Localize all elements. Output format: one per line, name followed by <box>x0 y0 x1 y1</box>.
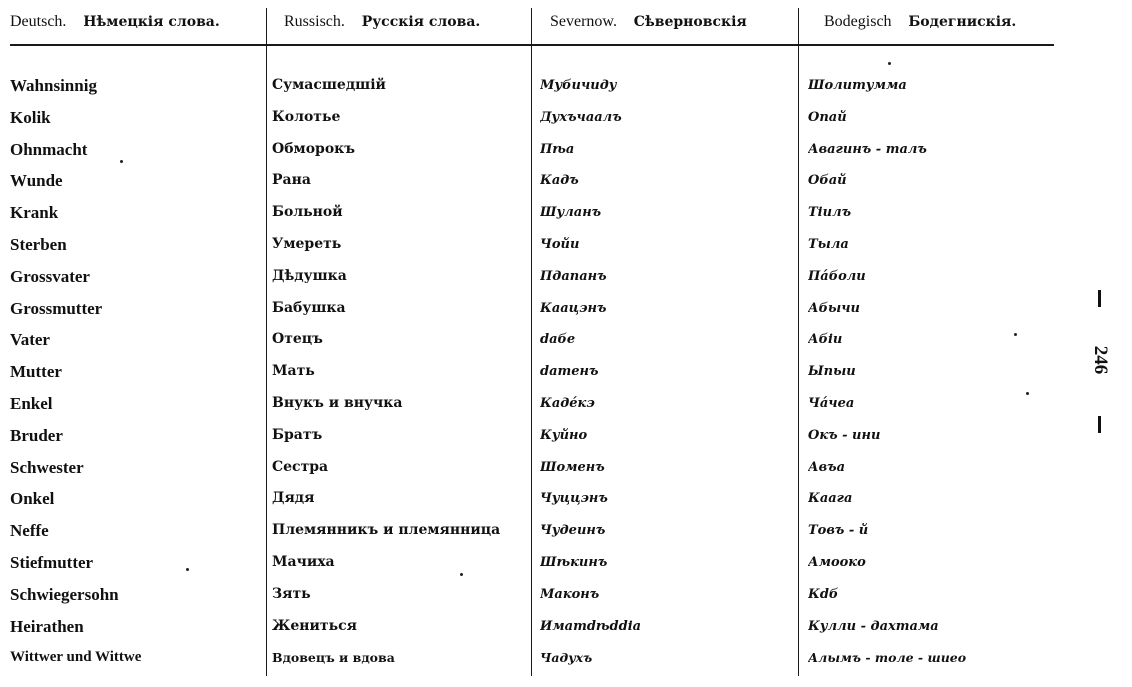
bodegisch-word: Амооко <box>808 554 866 570</box>
severnow-word: Чудеинъ <box>540 523 606 539</box>
german-word: Sterben <box>10 234 67 254</box>
severnow-word: Пѣа <box>540 141 575 157</box>
bodegisch-word: Обай <box>808 173 847 189</box>
russian-word: Внукъ и внучка <box>272 394 403 411</box>
table-row <box>0 611 1060 643</box>
severnow-word: Шоменъ <box>540 459 605 475</box>
bodegisch-word: Пáболи <box>808 268 866 284</box>
bodegisch-word: Кулли - дахтама <box>808 618 939 634</box>
russian-word: Сумасшедшій <box>272 77 386 93</box>
header-cyrillic-russian: Русскія слова. <box>361 14 481 30</box>
bodegisch-word: Абіи <box>808 332 843 348</box>
german-word: Neffe <box>10 521 49 541</box>
severnow-word: Иматdѣddіа <box>540 618 642 634</box>
table-row <box>0 197 1060 229</box>
print-speck <box>888 62 891 65</box>
russian-word: Вдовецъ и вдова <box>272 650 395 666</box>
russian-word: Зять <box>272 585 311 602</box>
severnow-word: Кадéкэ <box>540 395 595 411</box>
table-row <box>0 515 1060 547</box>
russian-word: Бабушка <box>272 299 346 316</box>
german-word: Vater <box>10 330 50 350</box>
russian-word: Колотье <box>272 108 341 125</box>
page-number-dash-bottom <box>1098 416 1101 433</box>
severnow-word: Шѣкинъ <box>540 554 608 570</box>
table-row <box>0 293 1060 325</box>
header-cyrillic-severnow: Сѣверновскія <box>633 14 747 30</box>
table-row <box>0 165 1060 197</box>
page-number-dash-top <box>1098 290 1101 307</box>
column-header-russian <box>284 10 480 32</box>
severnow-word: dабе <box>540 332 576 348</box>
german-word: Onkel <box>10 489 55 509</box>
severnow-word: Духъчаалъ <box>540 109 622 125</box>
column-header-severnow <box>550 10 747 32</box>
german-word: Wittwer und Wittwe <box>10 649 142 666</box>
russian-word: Мать <box>272 363 315 380</box>
table-row <box>0 579 1060 611</box>
table-row <box>0 102 1060 134</box>
table-row <box>0 134 1060 166</box>
severnow-word: Мубичиду <box>540 78 617 93</box>
severnow-word: Чадухъ <box>540 650 593 666</box>
bodegisch-word: Каага <box>808 491 853 507</box>
german-word: Kolik <box>10 107 51 127</box>
header-cyrillic-german: Нѣмецкія слова. <box>83 14 220 30</box>
russian-word: Жениться <box>272 617 357 634</box>
severnow-word: Чуццэнъ <box>540 491 608 507</box>
print-speck <box>1014 333 1017 336</box>
header-latin-german: Deutsch. <box>10 13 67 30</box>
bodegisch-word: Кdб <box>808 586 839 602</box>
page-number: 246 <box>1090 345 1111 375</box>
german-word: Wahnsinnig <box>10 76 97 95</box>
severnow-word: Шуланъ <box>540 205 602 221</box>
severnow-word: Куйно <box>540 427 588 443</box>
bodegisch-word: Авагинъ - талъ <box>808 141 927 157</box>
bodegisch-word: Окъ - ини <box>808 427 881 443</box>
german-word: Heirathen <box>10 616 84 636</box>
german-word: Grossvater <box>10 266 90 286</box>
russian-word: Дѣдушка <box>272 267 347 284</box>
russian-word: Больной <box>272 204 343 221</box>
russian-word: Братъ <box>272 426 323 443</box>
column-header-bodegisch <box>824 10 1016 32</box>
german-word: Mutter <box>10 362 62 382</box>
bodegisch-word: Абычи <box>808 300 860 316</box>
german-word: Schwester <box>10 457 84 477</box>
table-row <box>0 547 1060 579</box>
bodegisch-word: Шолитумма <box>808 78 907 93</box>
german-word: Stiefmutter <box>10 552 94 572</box>
print-speck <box>186 568 189 571</box>
table-row <box>0 229 1060 261</box>
print-speck <box>460 573 463 576</box>
header-cyrillic-bodegisch: Бодегнискія. <box>908 14 1017 30</box>
russian-word: Умереть <box>272 235 342 252</box>
table-row <box>0 642 1060 674</box>
severnow-word: Маконъ <box>540 586 600 602</box>
severnow-word: Чойи <box>540 236 580 252</box>
bodegisch-word: Товъ - й <box>808 523 869 539</box>
table-row <box>0 483 1060 515</box>
header-rule <box>10 44 1054 46</box>
german-word: Grossmutter <box>10 298 103 318</box>
header-latin-bodegisch: Bodegisch <box>824 13 892 30</box>
german-word: Ohnmacht <box>10 139 88 159</box>
russian-word: Племянникъ и племянница <box>272 522 501 539</box>
russian-word: Дядя <box>272 490 315 507</box>
table-row <box>0 356 1060 388</box>
russian-word: Обморокъ <box>272 140 356 157</box>
bodegisch-word: Опай <box>808 109 847 125</box>
german-word: Enkel <box>10 393 53 413</box>
bodegisch-word: Авъа <box>808 459 846 475</box>
russian-word: Отецъ <box>272 331 323 348</box>
table-row <box>0 452 1060 484</box>
german-word: Wunde <box>10 171 63 191</box>
table-row <box>0 261 1060 293</box>
german-word: Schwiegersohn <box>10 584 119 604</box>
russian-word: Сестра <box>272 458 329 475</box>
word-table <box>0 70 1060 674</box>
column-header-german <box>10 10 220 32</box>
german-word: Krank <box>10 203 59 223</box>
header-latin-severnow: Severnow. <box>550 13 617 30</box>
severnow-word: dатенъ <box>540 364 599 380</box>
bodegisch-word: Тыла <box>808 236 849 252</box>
print-speck <box>1026 392 1029 395</box>
bodegisch-word: Чáчеа <box>808 395 855 411</box>
print-speck <box>120 160 123 163</box>
header-latin-russian: Russisch. <box>284 13 345 30</box>
table-row <box>0 388 1060 420</box>
german-word: Bruder <box>10 425 63 445</box>
russian-word: Рана <box>272 172 311 189</box>
bodegisch-word: Ыпыи <box>808 364 856 380</box>
bodegisch-word: Алымъ - толе - шиео <box>808 650 967 666</box>
table-row <box>0 70 1060 102</box>
severnow-word: Кадъ <box>540 173 579 189</box>
page-number-block <box>1080 286 1120 436</box>
russian-word: Мачиха <box>272 553 335 570</box>
table-row <box>0 420 1060 452</box>
severnow-word: Пдапанъ <box>540 268 607 284</box>
bodegisch-word: Тіилъ <box>808 205 852 221</box>
severnow-word: Кaацэнъ <box>540 300 607 316</box>
table-row <box>0 324 1060 356</box>
